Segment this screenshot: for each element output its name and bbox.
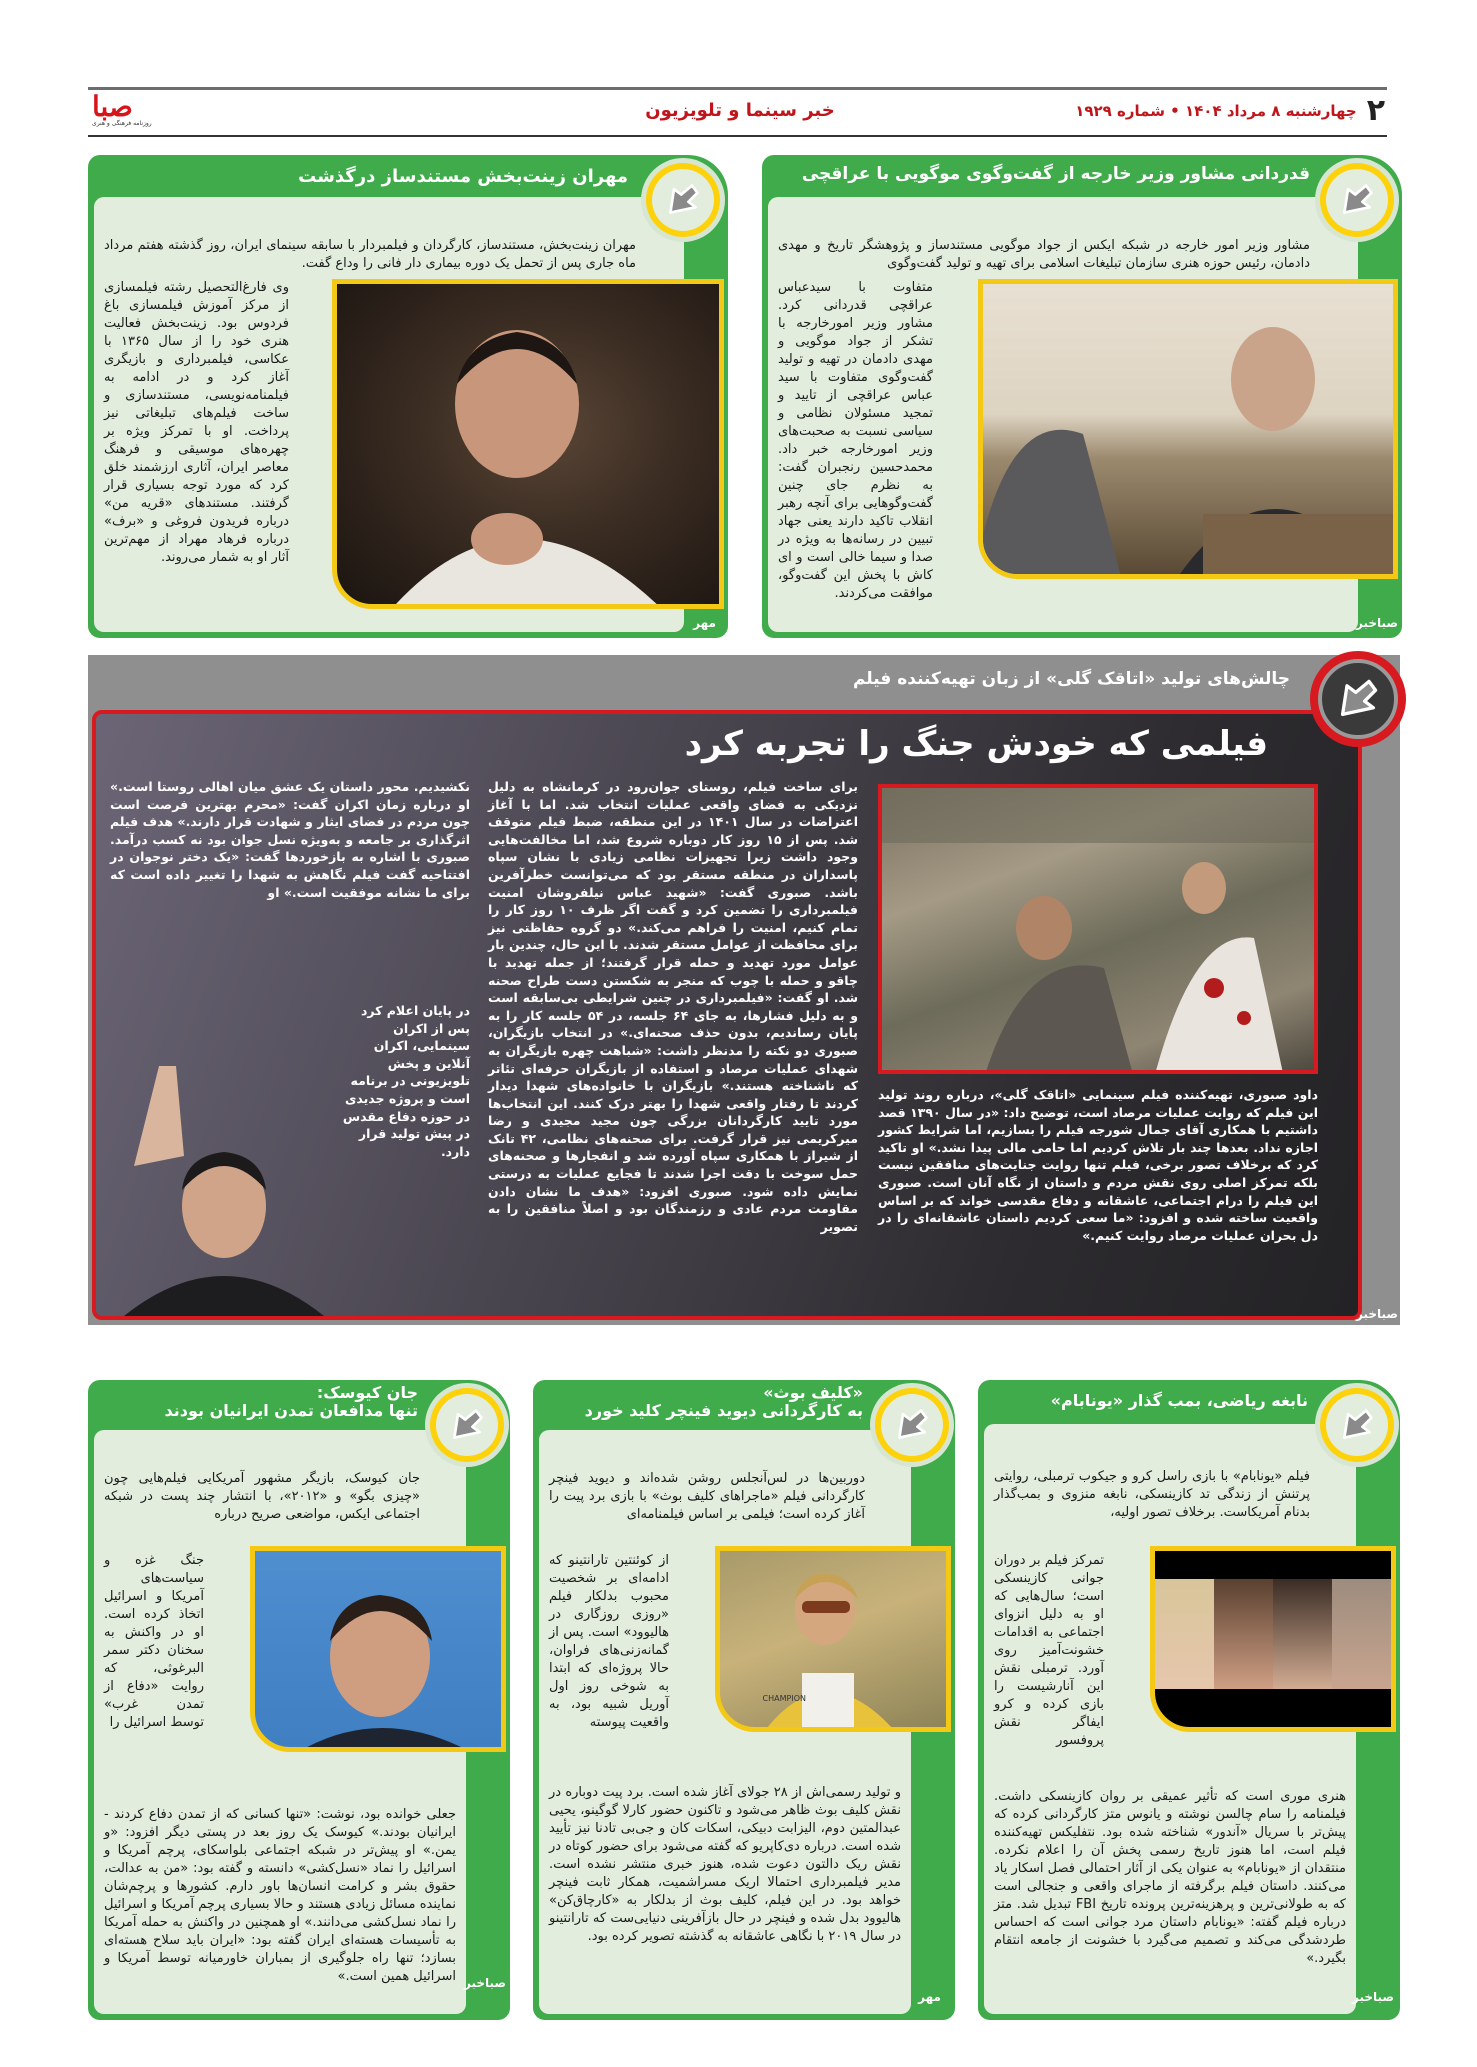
photo-john-cusack: [250, 1546, 506, 1752]
newspaper-logo[interactable]: [92, 92, 182, 132]
cusack-figure-shape: [250, 1551, 501, 1752]
article-side: تمرکز فیلم بر دوران جوانی کازینسکی است؛ سال‌هایی که او به دلیل انزوای اجتماعی به اقدامات خشونت‌آمیز روی آورد. ترمبلی نقش این آنارشیست را بازی کرده و کرو ایفاگر نقش پروفسور: [994, 1553, 1104, 1748]
article-title: قدردانی مشاور وزیر خارجه از گفت‌وگوی موگویی با عراقچی: [801, 164, 1310, 184]
arrow-icon: [449, 1407, 485, 1443]
feature-badge: [1310, 651, 1406, 747]
actor-figure-shape: [715, 1551, 946, 1732]
article-title: نابغه ریاضی، بمب گذار «یونابام»: [1050, 1391, 1308, 1410]
arrow-icon: [1336, 677, 1380, 721]
article-badge: [646, 163, 720, 237]
photo-brad-pitt: [715, 1546, 951, 1732]
feature-column-left-top: نکشیدیم. محور داستان یک عشق میان اهالی روستا است.» او درباره زمان اکران گفت: «محرم بهترین فرصت است چون مردم در فضای ایثار و شهادت قرار دارند.» هدف فیلم اثرگذاری بر جامعه و به‌ویژه نسل جوان بود نه کسب درآمد. صبوری با اشاره به بازخوردها گفت: «یک دختر نوجوان در افتتاحیه گفت فیلم نگاهش به شهدا را تغییر داده است که برای ما نشانه موفقیت است.» او: [110, 779, 470, 900]
cast-photo-4: [1155, 1579, 1214, 1689]
arrow-icon: [894, 1407, 930, 1443]
portrait-figure-shape: [332, 284, 719, 609]
photo-credit: صباخبر: [463, 1976, 506, 1990]
photo-war-scene: [878, 784, 1318, 1074]
photo-credit: صباخبر: [1355, 616, 1398, 630]
photo-unabomber-cast: [1150, 1546, 1396, 1732]
article-badge: [430, 1388, 504, 1462]
page-number: ۲: [1366, 93, 1385, 128]
arrow-icon: [1339, 1407, 1375, 1443]
article-lead: دوربین‌ها در لس‌آنجلس روشن شده‌اند و دیوید فینچر کارگردانی فیلم «ماجراهای کلیف بوث» با بازی برد پیت را آغاز کرده است؛ فیلمی بر اساس فیلمنامه‌ای: [549, 1471, 865, 1522]
article-body: وی فارغ‌التحصیل رشته فیلمسازی از مرکز آموزش فیلمسازی باغ فردوس بود. زینت‌بخش فعالیت هنری خود را از سال ۱۳۶۵ با عکاسی، فیلمبرداری و بازیگری آغاز کرد و در ادامه به فیلمنامه‌نویسی، مستندسازی و ساخت فیلم‌های تبلیغاتی نیز پرداخت. او با تمرکز ویژه بر چهره‌های موسیقی و فرهنگ معاصر ایران، آثاری ارزشمند خلق کرد که مورد توجه بسیاری قرار گرفتند. مستندهای «قریه من» درباره فریدون فروغی و «برف» درباره فرهاد مهراد از مهم‌ترین آثار او به شمار می‌روند.: [104, 280, 289, 565]
issue-info: [1075, 93, 1385, 128]
shirt-text: CHAMPION: [762, 1694, 806, 1703]
article-lead: مهران زینت‌بخش، مستندساز، کارگردان و فیلمبردار با سابقه سینمای ایران، روز گذشته هفتم مرداد ماه جاری پس از تحمل یک دوره بیماری دار فانی را وداع گفت.: [104, 238, 636, 271]
cast-photo-2: [1273, 1579, 1332, 1689]
article-unabomber: [978, 1380, 1400, 2020]
article-body: هنری موری است که تأثیر عمیقی بر روان کازینسکی داشت. فیلمنامه را سام چالسن نوشته و یانوس متز کارگردانی کرده که پیش‌تر با سریال «آندور» شناخته شده بود. نتفلیکس تهیه‌کننده فیلم است، اما هنوز تاریخ رسمی پخش آن را اعلام نکرده. منتقدان از «یونابام» به عنوان یکی از آثار احتمالی فصل اسکار یاد می‌کنند. داستان فیلم برگرفته از ماجرای واقعی و جنجالی است که به طولانی‌ترین و پرهزینه‌ترین پرونده تاریخ FBI تبدیل شد. متز درباره فیلم گفته: «یونابام داستان مرد جوانی است که احساس طردشدگی می‌کند و تصمیم می‌گیرد با خشونت از جامعه انتقام بگیرد.»: [994, 1789, 1346, 1966]
header-rule-top: [88, 87, 1387, 90]
photo-mehran-zinatbakhsh: [332, 279, 724, 609]
feature-headline: فیلمی که خودش جنگ را تجربه کرد: [684, 724, 1268, 764]
logo-tagline: روزنامه فرهنگی و هنری: [92, 120, 152, 127]
article-araghchi: [762, 155, 1402, 638]
photo-credit: صباخبر: [1351, 1990, 1394, 2004]
producer-figure-shape: [104, 1056, 334, 1316]
section-title: خبر سینما و تلویزیون: [645, 100, 835, 121]
photo-araghchi-interview: [978, 279, 1398, 579]
article-zinatbakhsh: [88, 155, 728, 638]
photo-davood-sabouri: [104, 1056, 334, 1316]
article-side: از کوئنتین تارانتینو که ادامه‌ای بر شخصیت محبوب بدلکار فیلم «روزی روزگاری در هالیوود» است. پس از گمانه‌زنی‌های فراوان، حالا پروژه‌ای که ابتدا به شوخی روز اول آوریل شبیه بود، به واقعیت پیوسته: [549, 1553, 669, 1730]
feature-column-right: داود صبوری، تهیه‌کننده فیلم سینمایی «اتاقک گلی»، درباره روند تولید این فیلم که روایت عملیات مرصاد است، توضیح داد: «در سال ۱۳۹۰ قصد داشتیم با همکاری آقای جمال شورجه فیلم را بسازیم، اما شرایط کشور اجازه نداد. بعدها چند بار تلاش کردیم اما حامی مالی پیدا نشد.» او تاکید کرد که برخلاف تصور برخی، فیلم تنها روایت جنایت‌های منافقین نیست بلکه تمرکز اصلی روی نقش مردم و داستان از نگاه آنان است. صبوری این فیلم را درام اجتماعی، عاشقانه و دفاع مقدسی خواند که بر اساس واقعیت ساخته شده و افزود: «ما سعی کردیم داستان عاشقانه‌ای را در دل بحران عملیات مرصاد روایت کنیم.»: [878, 1087, 1318, 1243]
article-cliff-booth: [533, 1380, 955, 2020]
article-side: جنگ غزه و سیاست‌های آمریکا و اسرائیل اتخاذ کرده است. او در واکنش به سخنان دکتر سمر البرغوثی، که روایت «دفاع از تمدن غرب» توسط اسرائیل را: [104, 1553, 204, 1730]
header-rule-bottom: [88, 135, 1387, 137]
article-lead: جان کیوسک، بازیگر مشهور آمریکایی فیلم‌هایی چون «چیزی بگو» و «۲۰۱۲»، با انتشار چند پست در شبکه اجتماعی ایکس، مواضعی صریح درباره: [104, 1471, 421, 1522]
title-line-2: تنها مدافعان تمدن ایرانیان بودند: [164, 1401, 418, 1421]
article-body: متفاوت با سیدعباس عراقچی قدردانی کرد. مشاور وزیر امورخارجه با تشکر از جواد موگویی و مهدی دادمان در تهیه و تولید گفت‌وگوی متفاوت با سید عباس عراقچی از تایید و تمجید مسئولان نظامی و سیاسی نسبت به صحبت‌های وزیر امورخارجه خبر داد. محمدحسین رنجبران گفت: به نظرم جای چنین گفت‌وگوهایی برای آنچه رهبر انقلاب تاکید دارند یعنی جهاد تبیین در رسانه‌ها به ویژه در صدا و سیما خالی است و ای کاش با پخش این گفت‌وگو، موافقت می‌کردند.: [778, 280, 933, 601]
photo-credit: مهر: [693, 616, 716, 630]
photo-credit: صباخبر: [1355, 1307, 1398, 1321]
cast-photo-3: [1214, 1579, 1273, 1689]
article-badge: [1320, 1388, 1394, 1462]
cast-photo-1: [1332, 1579, 1391, 1689]
article-title: [585, 1384, 863, 1421]
feature-panel: [92, 710, 1362, 1320]
arrow-icon: [665, 182, 701, 218]
article-body: جعلی خوانده بود، نوشت: «تنها کسانی که از تمدن دفاع کردند - ایرانیان بودند.» کیوسک یک روز بعد در پستی دیگر افزود: «و یمن.» او پیش‌تر در شبکه اجتماعی بلواسکای، پرچم آمریکا و اسرائیل را نماد «نسل‌کشی» دانسته و گفته بود: «من به عدالت، حقوق بشر و کرامت انسان‌ها باور دارم. کشورها و پرچم‌شان نماینده مسائل زیادی هستند و حالا بسیاری پرچم آمریکا و اسرائیل را نماد نسل‌کشی می‌دانند.» او همچنین در واکنش به حمله آمریکا به تأسیسات هسته‌ای ایران گفته بود: «ایران باید سلاح هسته‌ای بسازد؛ تنها راه جلوگیری از بمباران خاورمیانه توسط آمریکا و اسرائیل همین است.»: [104, 1807, 456, 1984]
article-cusack: [88, 1380, 510, 2020]
arrow-icon: [1339, 182, 1375, 218]
article-lead: فیلم «یونابام» با بازی راسل کرو و جیکوب ترمبلی، روایتی پرتنش از زندگی تد کازینسکی، نابغه منزوی و بمب‌گذار بدنام آمریکاست. برخلاف تصور اولیه،: [994, 1469, 1310, 1520]
feature-column-left-bottom: در پایان اعلام کرد پس از اکران سینمایی، اکران آنلاین و پخش تلویزیونی در برنامه است و پروژه جدیدی در حوزه دفاع مقدس در پیش تولید قرار دارد.: [342, 1003, 470, 1159]
article-title: [165, 1384, 418, 1421]
issue-date: چهارشنبه ۸ مرداد ۱۴۰۴ • شماره ۱۹۲۹: [1075, 102, 1357, 120]
title-line-1: جان کیوسک:: [316, 1383, 418, 1402]
photo-credit: مهر: [918, 1990, 941, 2004]
article-title: مهران زینت‌بخش مستندساز درگذشت: [298, 166, 628, 187]
feature-column-middle: برای ساخت فیلم، روستای جوان‌رود در کرمانشاه به دلیل نزدیکی به فضای واقعی عملیات انتخاب شد. اما با آغاز اعتراضات در سال ۱۴۰۱ در این منطقه، ضبط فیلم متوقف شد. پس از ۱۵ روز کار دوباره شروع شد، اما مخالفت‌هایی وجود داشت زیرا تجهیزات نظامی زیادی با نشان سپاه پاسداران در منطقه مستقر بود که می‌توانست خطرآفرین باشد. صبوری گفت: «شهید عباس نیلفروشان امنیت فیلمبرداری را تضمین کرد و گفت اگر ظرف ۱۰ روز کار را تمام کنیم، امنیت را فراهم می‌کند.» دو گروه حفاظتی نیز برای محافظت از عوامل مستقر شدند. با این حال، چندین بار عوامل مورد تهدید و حمله قرار گرفتند؛ از جمله تهدید با چاقو و حمله با چوب که منجر به شکستن دست طراح صحنه شد. او گفت: «فیلمبرداری در چنین شرایطی بی‌سابقه است و به دلیل فشارها، به جای ۶۴ جلسه، در ۵۴ جلسه کار را به پایان رساندیم، بدون حذف صحنه‌ای.» در انتخاب بازیگران، صبوری دو نکته را مدنظر داشت: «شباهت چهره بازیگران به شهدای عملیات مرصاد و استفاده از بازیگران حرفه‌ای تئاتر که ناشناخته هستند.» بازیگران با خانواده‌های شهدا دیدار کردند تا رفتار واقعی شهدا را بهتر درک کنند. این انتخاب‌ها مورد تایید کارگردانان بزرگی چون مجید مجیدی و رضا میرکریمی نیز قرار گرفت. برای صحنه‌های نظامی، ۴۲ تانک از شیراز با همکاری سپاه آورده شد و انفجارها و صحنه‌های حمل سوخت با دقت اجرا شدند تا فجایع عملیات به درستی نمایش داده شود. صبوری افزود: «هدف ما نشان دادن مقاومت مردم عادی و رزمندگان بود و اصلاً منافقین را به تصویر: [488, 779, 859, 1234]
araghchi-figure-shape: [978, 284, 1393, 579]
title-line-1: «کلیف بوث»: [763, 1383, 863, 1402]
article-badge: [875, 1388, 949, 1462]
logo-wordmark: صبا: [92, 90, 133, 123]
title-line-2: به کارگردانی دیوید فینچر کلید خورد: [584, 1401, 863, 1421]
article-lead: مشاور وزیر امور خارجه در شبکه ایکس از جواد موگویی مستندساز و پژوهشگر تاریخ و مهدی دادمان، رئیس حوزه هنری سازمان تبلیغات اسلامی برای تهیه و تولید گفت‌وگوی: [778, 238, 1310, 271]
war-scene-shapes: [878, 788, 1314, 1074]
article-badge: [1320, 163, 1394, 237]
article-body: و تولید رسمی‌اش از ۲۸ جولای آغاز شده است. برد پیت دوباره در نقش کلیف بوث ظاهر می‌شود و تاکنون حضور کارلا گوگینو، یحیی عبدالمتین دوم، الیزابت دبیکی، اسکات کان و جی‌بی تادنا نیز تأیید شده است. درباره دی‌کاپریو که گفته می‌شود برای حضور کوتاه در نقش ریک دالتون دعوت شده، هنوز خبری منتشر نشده است. مدیر فیلمبرداری احتمالا اریک مسراشمیت، همکار ثابت فینچر خواهد بود. در این فیلم، کلیف بوث از بدلکار به «کارچاق‌کن» هالیوود بدل شده و فینچر در حال بازآفرینی دنیایی‌ست که تارانتینو در سال ۲۰۱۹ با نگاهی عاشقانه به گذشته تصویر کرده بود.: [549, 1785, 901, 1944]
feature-article: [88, 655, 1400, 1325]
feature-kicker: چالش‌های تولید «اتاقک گلی» از زبان تهیه‌کننده فیلم: [852, 669, 1290, 689]
